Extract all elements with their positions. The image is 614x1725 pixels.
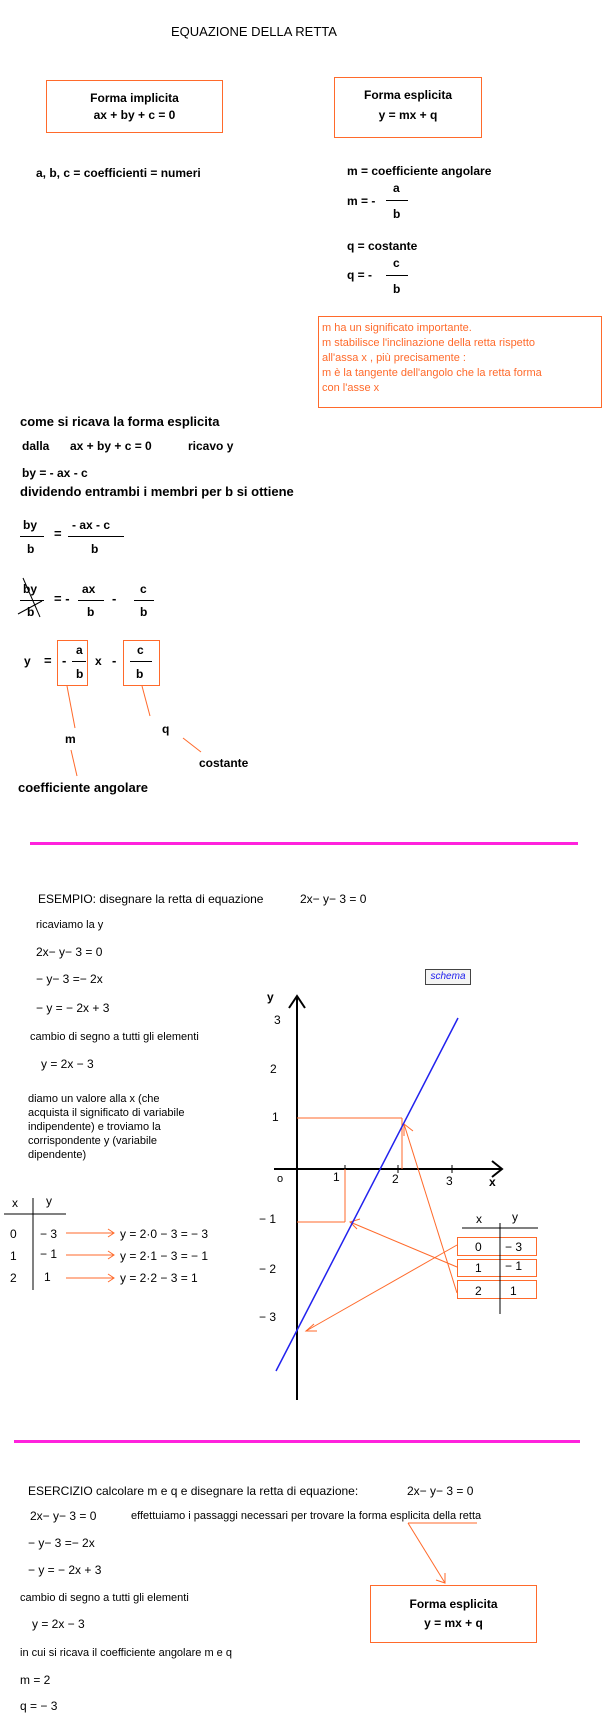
exercise-step1-note: effettuiamo i passaggi necessari per trovare la forma esplicita della retta [131, 1510, 482, 1522]
step6-line: corrispondente y (variabile [28, 1135, 158, 1147]
m-fraction-num: a [393, 181, 400, 195]
note-line: m stabilisce l'inclinazione della retta rispetto [322, 337, 536, 349]
left-table-head-y: y [46, 1194, 52, 1208]
f1-den: b [27, 542, 35, 556]
derivation-ricavo: ricavo y [188, 439, 234, 453]
f2-minus: - [112, 591, 117, 606]
step6-line: diamo un valore alla x (che [28, 1093, 160, 1105]
y-tick-3: 3 [274, 1013, 281, 1027]
exercise-step4: cambio di segno a tutti gli elementi [20, 1592, 189, 1604]
exercise-step1: 2x− y− 3 = 0 [30, 1509, 97, 1523]
axis-y-label: y [267, 990, 274, 1004]
m-connector [67, 686, 75, 728]
label-costante: costante [199, 756, 249, 770]
m-fraction-den: b [393, 207, 401, 221]
left-table-x2: 2 [10, 1271, 17, 1285]
left-table-calc2: y = 2·2 − 3 = 1 [120, 1271, 198, 1285]
implicit-form-heading: Forma implicita [90, 91, 179, 105]
y-tick-neg2: − 2 [259, 1262, 277, 1276]
right-table-x0: 0 [475, 1240, 482, 1254]
f3-minus2: - [112, 653, 117, 668]
note-line: m ha un significato importante. [322, 322, 472, 334]
y-tick-2: 2 [270, 1062, 277, 1076]
f3-minus: - [62, 653, 67, 668]
exercise-equation: 2x− y− 3 = 0 [407, 1484, 474, 1498]
f3-aden: b [76, 667, 84, 681]
cancel-stroke [23, 578, 40, 617]
f1-rden: b [91, 542, 99, 556]
line-y-2x-3 [276, 1018, 458, 1371]
f3-cden: b [136, 667, 144, 681]
calc-arrows [66, 1229, 114, 1282]
example-step4: cambio di segno a tutti gli elementi [30, 1031, 199, 1043]
exercise-step5: y = 2x − 3 [32, 1617, 85, 1631]
x-tick-3: 3 [446, 1174, 453, 1188]
label-m: m [65, 732, 76, 746]
y-tick-1: 1 [272, 1110, 279, 1124]
f2-cden: b [140, 605, 148, 619]
left-table-head-x: x [12, 1196, 18, 1210]
f3-x: x [95, 654, 102, 668]
exercise-q-result: q = − 3 [20, 1699, 58, 1713]
derivation-heading: come si ricava la forma esplicita [20, 414, 220, 429]
exercise-box-heading: Forma esplicita [409, 1597, 498, 1611]
example-step1: 2x− y− 3 = 0 [36, 945, 103, 959]
left-table-calc0: y = 2·0 − 3 = − 3 [120, 1227, 209, 1241]
right-table-y0: − 3 [505, 1240, 523, 1254]
derivation-implicit: ax + by + c = 0 [70, 439, 152, 453]
right-table-y2: 1 [510, 1284, 517, 1298]
m-connector [71, 750, 77, 776]
left-table-x0: 0 [10, 1227, 17, 1241]
f2-den: b [27, 605, 35, 619]
exercise-title: ESERCIZIO calcolare m e q e disegnare la retta di equazione: [28, 1484, 359, 1498]
label-q: q [162, 722, 170, 736]
coefficients-text: a, b, c = coefficienti = numeri [36, 166, 201, 180]
exercise-connector [408, 1523, 445, 1583]
right-table-x2: 2 [475, 1284, 482, 1298]
page-title: EQUAZIONE DELLA RETTA [171, 24, 337, 39]
derivation-by: by = - ax - c [22, 466, 88, 480]
f1-eq: = [54, 526, 62, 541]
label-coefficiente-angolare: coefficiente angolare [18, 780, 149, 795]
q-connector [183, 738, 201, 752]
left-table-y0: − 3 [40, 1227, 58, 1241]
right-table-x1: 1 [475, 1261, 482, 1275]
explicit-form-formula: y = mx + q [378, 108, 438, 122]
f2-num: by [23, 582, 38, 596]
f1-num: by [23, 518, 38, 532]
step6-line: acquista il significato di variabile [28, 1107, 185, 1119]
f2-cnum: c [140, 582, 147, 596]
origin-label: o [277, 1173, 284, 1185]
left-table-y2: 1 [44, 1270, 51, 1284]
example-equation: 2x− y− 3 = 0 [300, 892, 367, 906]
exercise-step6: in cui si ricava il coefficiente angolare m e q [20, 1647, 232, 1659]
note-line: con l'asse x [322, 382, 380, 394]
q-definition-label: q = costante [347, 239, 418, 253]
left-table-calc1: y = 2·1 − 3 = − 1 [120, 1249, 209, 1263]
f3-anum: a [76, 643, 83, 657]
f3-cnum: c [137, 643, 144, 657]
derivation-dalla: dalla [22, 439, 50, 453]
note-line: m è la tangente dell'angolo che la retta forma [322, 367, 542, 379]
y-tick-neg3: − 3 [259, 1310, 277, 1324]
exercise-step3: − y = − 2x + 3 [28, 1563, 102, 1577]
example-step3: − y = − 2x + 3 [36, 1001, 110, 1015]
f3-y: y [24, 654, 31, 668]
step6-line: indipendente) e troviamo la [28, 1121, 161, 1133]
example-step5: y = 2x − 3 [41, 1057, 94, 1071]
left-table-y1: − 1 [40, 1247, 58, 1261]
m-definition-label: m = coefficiente angolare [347, 164, 492, 178]
schema-tag: schema [425, 969, 471, 985]
x-tick-2: 2 [392, 1172, 399, 1186]
right-table-y1: − 1 [505, 1259, 523, 1273]
step6-line: dipendente) [28, 1149, 87, 1161]
f2-aden: b [87, 605, 95, 619]
f2-eq: = - [54, 591, 70, 606]
q-fraction-num: c [393, 256, 400, 270]
q-fraction-den: b [393, 282, 401, 296]
y-tick-neg1: − 1 [259, 1212, 277, 1226]
example-title: ESEMPIO: disegnare la retta di equazione [38, 892, 264, 906]
f2-anum: ax [82, 582, 96, 596]
right-table-head-y: y [512, 1210, 518, 1224]
note-line: all'assa x , più precisamente : [322, 352, 466, 364]
q-definition-eq: q = - [347, 268, 373, 282]
left-table-x1: 1 [10, 1249, 17, 1263]
derivation-dividing: dividendo entrambi i membri per b si ottiene [20, 484, 294, 499]
axis-x-label: x [489, 1175, 496, 1189]
exercise-m-result: m = 2 [20, 1673, 51, 1687]
cancel-stroke [18, 601, 42, 614]
exercise-box-formula: y = mx + q [424, 1616, 483, 1630]
m-definition-eq: m = - [347, 194, 376, 208]
example-step0: ricaviamo la y [36, 919, 104, 931]
implicit-form-formula: ax + by + c = 0 [93, 108, 176, 122]
f3-eq: = [44, 653, 52, 668]
right-table-head-x: x [476, 1212, 482, 1226]
q-connector [142, 686, 150, 716]
x-tick-1: 1 [333, 1170, 340, 1184]
exercise-step2: − y− 3 =− 2x [28, 1536, 95, 1550]
f1-rnum: - ax - c [72, 518, 111, 532]
example-step2: − y− 3 =− 2x [36, 972, 103, 986]
graph-guides [297, 1118, 457, 1331]
explicit-form-heading: Forma esplicita [363, 88, 453, 102]
